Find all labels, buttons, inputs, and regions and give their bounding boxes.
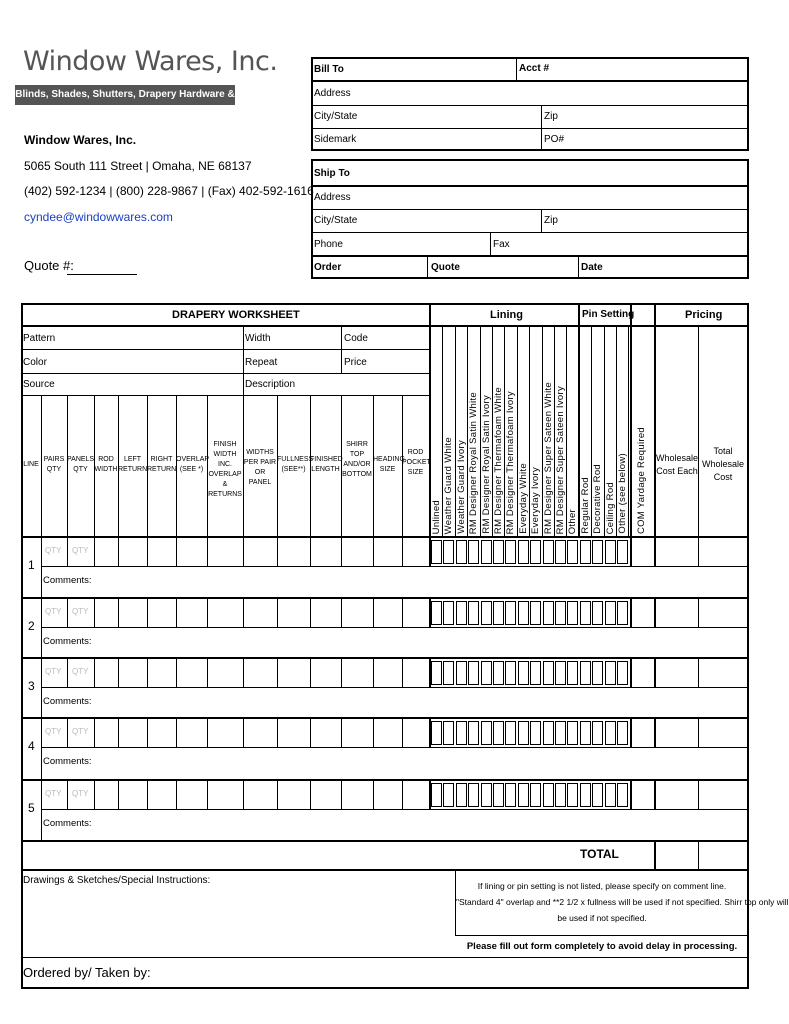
col-rod-width: ROD WIDTH: [94, 456, 118, 473]
option-checkbox[interactable]: [530, 540, 541, 564]
lining-option-label: RM Designer Thermafoam White: [493, 386, 504, 534]
lining-option-label: RM Designer Royal Satin Ivory: [480, 395, 492, 534]
pairs-qty-input[interactable]: QTY: [45, 727, 62, 736]
source-label: Source: [23, 379, 55, 390]
comments-field[interactable]: [95, 811, 745, 837]
line-number: 5: [28, 801, 35, 815]
acct-label: Acct #: [519, 63, 550, 74]
lining-option-label: Everyday White: [517, 463, 529, 534]
company-logo: Window Wares, Inc.: [23, 46, 278, 77]
col-wholesale-each: Wholesale Cost Each: [656, 453, 699, 476]
ship-city-state-label: City/State: [314, 215, 358, 226]
option-checkbox[interactable]: [592, 721, 603, 745]
fill-out-notice: Please fill out form completely to avoid delay in processing.: [466, 941, 738, 952]
col-finished-length: FINISHED LENGTH: [310, 456, 343, 473]
option-checkbox[interactable]: [555, 540, 566, 564]
option-checkbox[interactable]: [580, 601, 591, 625]
comments-label: Comments:: [43, 756, 92, 767]
option-checkbox[interactable]: [481, 661, 492, 685]
option-checkbox[interactable]: [443, 783, 454, 807]
option-checkbox[interactable]: [605, 661, 616, 685]
comments-field[interactable]: [95, 749, 745, 775]
line-number: 3: [28, 679, 35, 693]
col-widths-per-pair: WIDTHS PER PAIR OR PANEL: [243, 449, 277, 486]
option-checkbox[interactable]: [505, 601, 516, 625]
panels-qty-input[interactable]: QTY: [72, 789, 89, 798]
quote-label: Quote: [431, 262, 460, 273]
option-checkbox[interactable]: [530, 601, 541, 625]
pairs-qty-input[interactable]: QTY: [45, 607, 62, 616]
option-checkbox[interactable]: [468, 721, 479, 745]
option-checkbox[interactable]: [493, 661, 504, 685]
option-checkbox[interactable]: [605, 601, 616, 625]
code-label: Code: [344, 333, 368, 344]
option-checkbox[interactable]: [468, 661, 479, 685]
option-checkbox[interactable]: [580, 540, 591, 564]
option-checkbox[interactable]: [505, 721, 516, 745]
option-checkbox[interactable]: [617, 661, 628, 685]
option-checkbox[interactable]: [456, 661, 467, 685]
com-yardage-label: COM Yardage Required: [636, 426, 647, 534]
phone-label: Phone: [314, 239, 343, 250]
note-line-1: If lining or pin setting is not listed, please specify on comment line.: [477, 881, 727, 891]
lining-option-label: RM Designer Super Sateen White: [542, 381, 554, 534]
lining-heading: Lining: [490, 309, 523, 321]
option-checkbox[interactable]: [481, 721, 492, 745]
option-checkbox[interactable]: [431, 783, 442, 807]
total-label: TOTAL: [580, 847, 619, 861]
option-checkbox[interactable]: [543, 721, 554, 745]
comments-label: Comments:: [43, 696, 92, 707]
lining-option-label: Weather Guard White: [443, 436, 455, 534]
option-checkbox[interactable]: [456, 783, 467, 807]
option-checkbox[interactable]: [530, 783, 541, 807]
pricing-heading: Pricing: [685, 309, 723, 321]
col-line: LINE: [23, 461, 39, 468]
col-panels-qty: PANELS QTY: [67, 456, 95, 473]
option-checkbox[interactable]: [493, 721, 504, 745]
comments-field[interactable]: [95, 689, 745, 715]
option-checkbox[interactable]: [567, 783, 578, 807]
option-checkbox[interactable]: [567, 601, 578, 625]
option-checkbox[interactable]: [481, 540, 492, 564]
panels-qty-input[interactable]: QTY: [72, 607, 89, 616]
ship-to-box: [311, 159, 749, 279]
drawings-label: Drawings & Sketches/Special Instructions:: [23, 875, 211, 886]
option-checkbox[interactable]: [617, 721, 628, 745]
pin-option-label: Regular Rod: [579, 477, 591, 534]
po-label: PO#: [544, 134, 565, 145]
option-checkbox[interactable]: [431, 661, 442, 685]
pairs-qty-input[interactable]: QTY: [45, 667, 62, 676]
comments-label: Comments:: [43, 818, 92, 829]
lining-option-label: RM Designer Thermafoam Ivory: [505, 390, 517, 534]
line-number: 1: [28, 558, 35, 572]
option-checkbox[interactable]: [555, 601, 566, 625]
comments-field[interactable]: [95, 629, 745, 655]
option-checkbox[interactable]: [518, 721, 529, 745]
option-checkbox[interactable]: [481, 783, 492, 807]
option-checkbox[interactable]: [505, 540, 516, 564]
worksheet-title: DRAPERY WORKSHEET: [172, 309, 300, 321]
col-rod-pocket: ROD POCKET SIZE: [402, 449, 431, 476]
option-checkbox[interactable]: [443, 601, 454, 625]
ordered-by-field[interactable]: [130, 960, 745, 986]
col-finish-width: FINISH WIDTH INC. OVERLAP & RETURNS: [208, 441, 242, 498]
option-checkbox[interactable]: [468, 540, 479, 564]
panels-qty-input[interactable]: QTY: [72, 667, 89, 676]
bill-zip-label: Zip: [544, 111, 558, 122]
order-label: Order: [314, 262, 342, 273]
option-checkbox[interactable]: [543, 540, 554, 564]
pin-option-label: Other (see below): [617, 453, 628, 534]
note-line-3: be used if not specified.: [557, 913, 647, 923]
bill-to-label: Bill To: [314, 64, 344, 75]
quote-number-label: Quote #:: [24, 258, 74, 273]
ship-address-label: Address: [314, 192, 351, 203]
option-checkbox[interactable]: [530, 661, 541, 685]
option-checkbox[interactable]: [592, 661, 603, 685]
ordered-by-label: Ordered by/ Taken by:: [23, 965, 151, 980]
lining-option-label: Unlined: [431, 499, 442, 534]
option-checkbox[interactable]: [592, 601, 603, 625]
option-checkbox[interactable]: [518, 661, 529, 685]
color-label: Color: [23, 357, 47, 368]
price-label: Price: [344, 357, 367, 368]
col-left-return: LEFT RETURN: [118, 456, 148, 473]
option-checkbox[interactable]: [555, 783, 566, 807]
option-checkbox[interactable]: [580, 721, 591, 745]
col-fullness: FULLNESS (SEE**): [277, 456, 314, 473]
option-checkbox[interactable]: [617, 601, 628, 625]
width-label: Width: [245, 333, 271, 344]
option-checkbox[interactable]: [456, 721, 467, 745]
lining-option-label: Everyday Ivory: [530, 466, 542, 534]
lining-option-label: RM Designer Royal Satin White: [468, 391, 480, 534]
quote-number-field[interactable]: [67, 274, 137, 275]
panels-qty-input[interactable]: QTY: [72, 546, 89, 555]
option-checkbox[interactable]: [530, 721, 541, 745]
col-overlap: OVERLAP (SEE *): [176, 456, 210, 473]
option-checkbox[interactable]: [617, 540, 628, 564]
pairs-qty-input[interactable]: QTY: [45, 789, 62, 798]
note-line-2: "Standard 4" overlap and **2 1/2 x fullness will be used if not specified. Shirr top only will: [456, 897, 789, 907]
total-value-field[interactable]: [700, 843, 746, 866]
option-checkbox[interactable]: [443, 540, 454, 564]
option-checkbox[interactable]: [543, 601, 554, 625]
lining-option-label: Other: [567, 508, 579, 534]
option-checkbox[interactable]: [468, 783, 479, 807]
option-checkbox[interactable]: [617, 783, 628, 807]
comments-label: Comments:: [43, 575, 92, 586]
col-shirr: SHIRR TOP AND/OR BOTTOM: [342, 441, 372, 478]
lining-option-label: Weather Guard Ivory: [455, 440, 467, 534]
option-checkbox[interactable]: [431, 540, 442, 564]
option-checkbox[interactable]: [580, 783, 591, 807]
option-checkbox[interactable]: [567, 661, 578, 685]
option-checkbox[interactable]: [555, 721, 566, 745]
option-checkbox[interactable]: [505, 661, 516, 685]
option-checkbox[interactable]: [456, 540, 467, 564]
option-checkbox[interactable]: [431, 601, 442, 625]
company-name: Window Wares, Inc.: [24, 133, 137, 147]
option-checkbox[interactable]: [518, 540, 529, 564]
line-number: 4: [28, 739, 35, 753]
option-checkbox[interactable]: [456, 601, 467, 625]
option-checkbox[interactable]: [443, 721, 454, 745]
description-label: Description: [245, 379, 296, 390]
ship-zip-label: Zip: [544, 215, 558, 226]
option-checkbox[interactable]: [543, 783, 554, 807]
option-checkbox[interactable]: [605, 721, 616, 745]
bill-city-state-label: City/State: [314, 111, 358, 122]
col-total-wholesale: Total Wholesale Cost: [701, 446, 745, 482]
option-checkbox[interactable]: [580, 661, 591, 685]
col-right-return: RIGHT RETURN: [147, 456, 177, 473]
option-checkbox[interactable]: [493, 783, 504, 807]
option-checkbox[interactable]: [592, 540, 603, 564]
line-number: 2: [28, 619, 35, 633]
col-pairs-qty: PAIRS QTY: [43, 456, 65, 473]
comments-field[interactable]: [95, 568, 745, 594]
option-checkbox[interactable]: [518, 601, 529, 625]
fax-label: Fax: [493, 239, 510, 250]
pin-setting-heading: Pin Setting: [582, 309, 635, 320]
comments-label: Comments:: [43, 636, 92, 647]
pin-option-label: Decorative Rod: [592, 464, 604, 534]
option-checkbox[interactable]: [468, 601, 479, 625]
option-checkbox[interactable]: [555, 661, 566, 685]
pairs-qty-input[interactable]: QTY: [45, 546, 62, 555]
option-checkbox[interactable]: [605, 540, 616, 564]
option-checkbox[interactable]: [518, 783, 529, 807]
lining-option-label: RM Designer Super Sateen Ivory: [555, 385, 566, 534]
option-checkbox[interactable]: [493, 540, 504, 564]
date-label: Date: [581, 262, 603, 273]
option-checkbox[interactable]: [605, 783, 616, 807]
pattern-label: Pattern: [23, 333, 56, 344]
company-phones: (402) 592-1234 | (800) 228-9867 | (Fax) 402-592-1616: [24, 184, 314, 198]
option-checkbox[interactable]: [567, 540, 578, 564]
col-heading-size: HEADING SIZE: [373, 456, 405, 473]
sidemark-label: Sidemark: [314, 134, 357, 145]
option-checkbox[interactable]: [493, 601, 504, 625]
option-checkbox[interactable]: [567, 721, 578, 745]
option-checkbox[interactable]: [543, 661, 554, 685]
company-tagline: Blinds, Shades, Shutters, Drapery Hardware & More: [15, 85, 235, 105]
repeat-label: Repeat: [245, 357, 278, 368]
option-checkbox[interactable]: [443, 661, 454, 685]
company-address: 5065 South 111 Street | Omaha, NE 68137: [24, 159, 252, 173]
option-checkbox[interactable]: [592, 783, 603, 807]
pin-option-label: Ceiling Rod: [604, 481, 616, 534]
bill-address-label: Address: [314, 88, 351, 99]
company-email-link[interactable]: cyndee@windowwares.com: [24, 210, 173, 224]
option-checkbox[interactable]: [431, 721, 442, 745]
option-checkbox[interactable]: [481, 601, 492, 625]
option-checkbox[interactable]: [505, 783, 516, 807]
ship-to-label: Ship To: [314, 168, 350, 179]
panels-qty-input[interactable]: QTY: [72, 727, 89, 736]
